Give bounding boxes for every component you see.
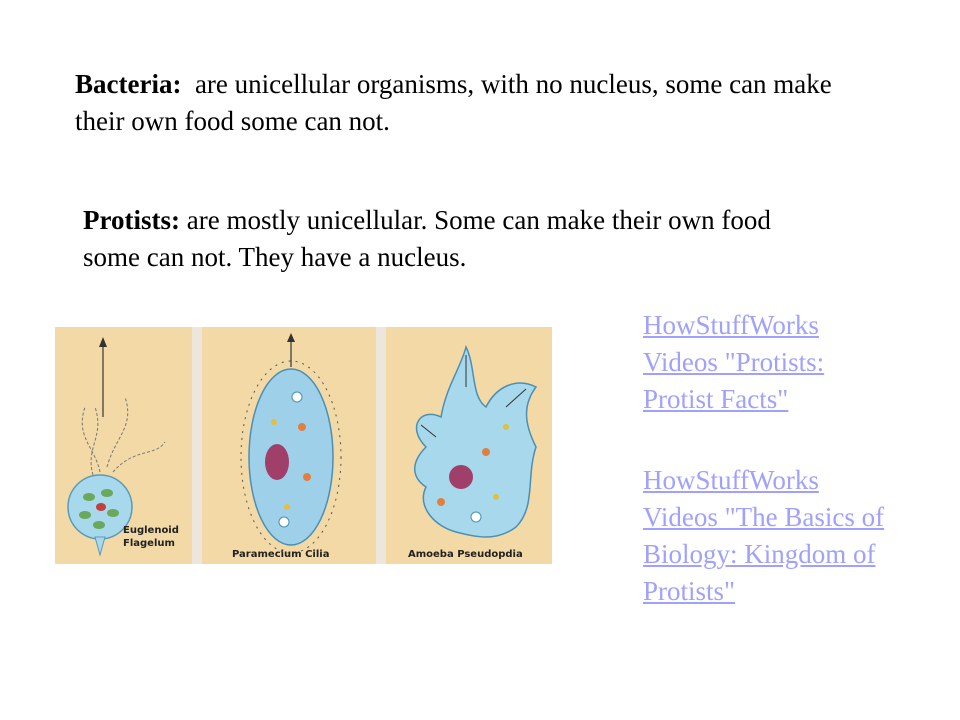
euglenoid-caption-line2: Flagelum: [123, 538, 175, 549]
video-link-kingdom-of-protists[interactable]: HowStuffWorks Videos "The Basics of Biology: Kingdom of Protists": [643, 465, 885, 606]
video-link-kingdom-of-protists-container: [643, 462, 893, 610]
bacteria-text: are unicellular organisms, with no nucleus, some can make their own food some can not.: [75, 69, 832, 136]
bacteria-definition: [75, 66, 875, 140]
amoeba-drawing: [386, 327, 552, 564]
protists-definition: [83, 202, 803, 276]
euglenoid-panel: [55, 327, 192, 564]
video-link-protist-facts-container: [643, 307, 883, 418]
paramecium-caption: Paramecium Cilia: [232, 549, 330, 560]
protist-illustration: [55, 327, 552, 564]
amoeba-caption: Amoeba Pseudopdia: [408, 549, 523, 560]
paramecium-panel: [202, 327, 376, 564]
video-link-protist-facts[interactable]: HowStuffWorks Videos "Protists: Protist Facts": [643, 310, 825, 414]
protists-text: are mostly unicellular. Some can make their own food some can not. They have a nucleus.: [83, 205, 771, 272]
paramecium-drawing: [202, 327, 376, 564]
bacteria-term: Bacteria:: [75, 69, 182, 99]
protists-term: Protists:: [83, 205, 180, 235]
amoeba-panel: [386, 327, 552, 564]
euglenoid-caption-line1: Euglenoid: [123, 525, 179, 536]
